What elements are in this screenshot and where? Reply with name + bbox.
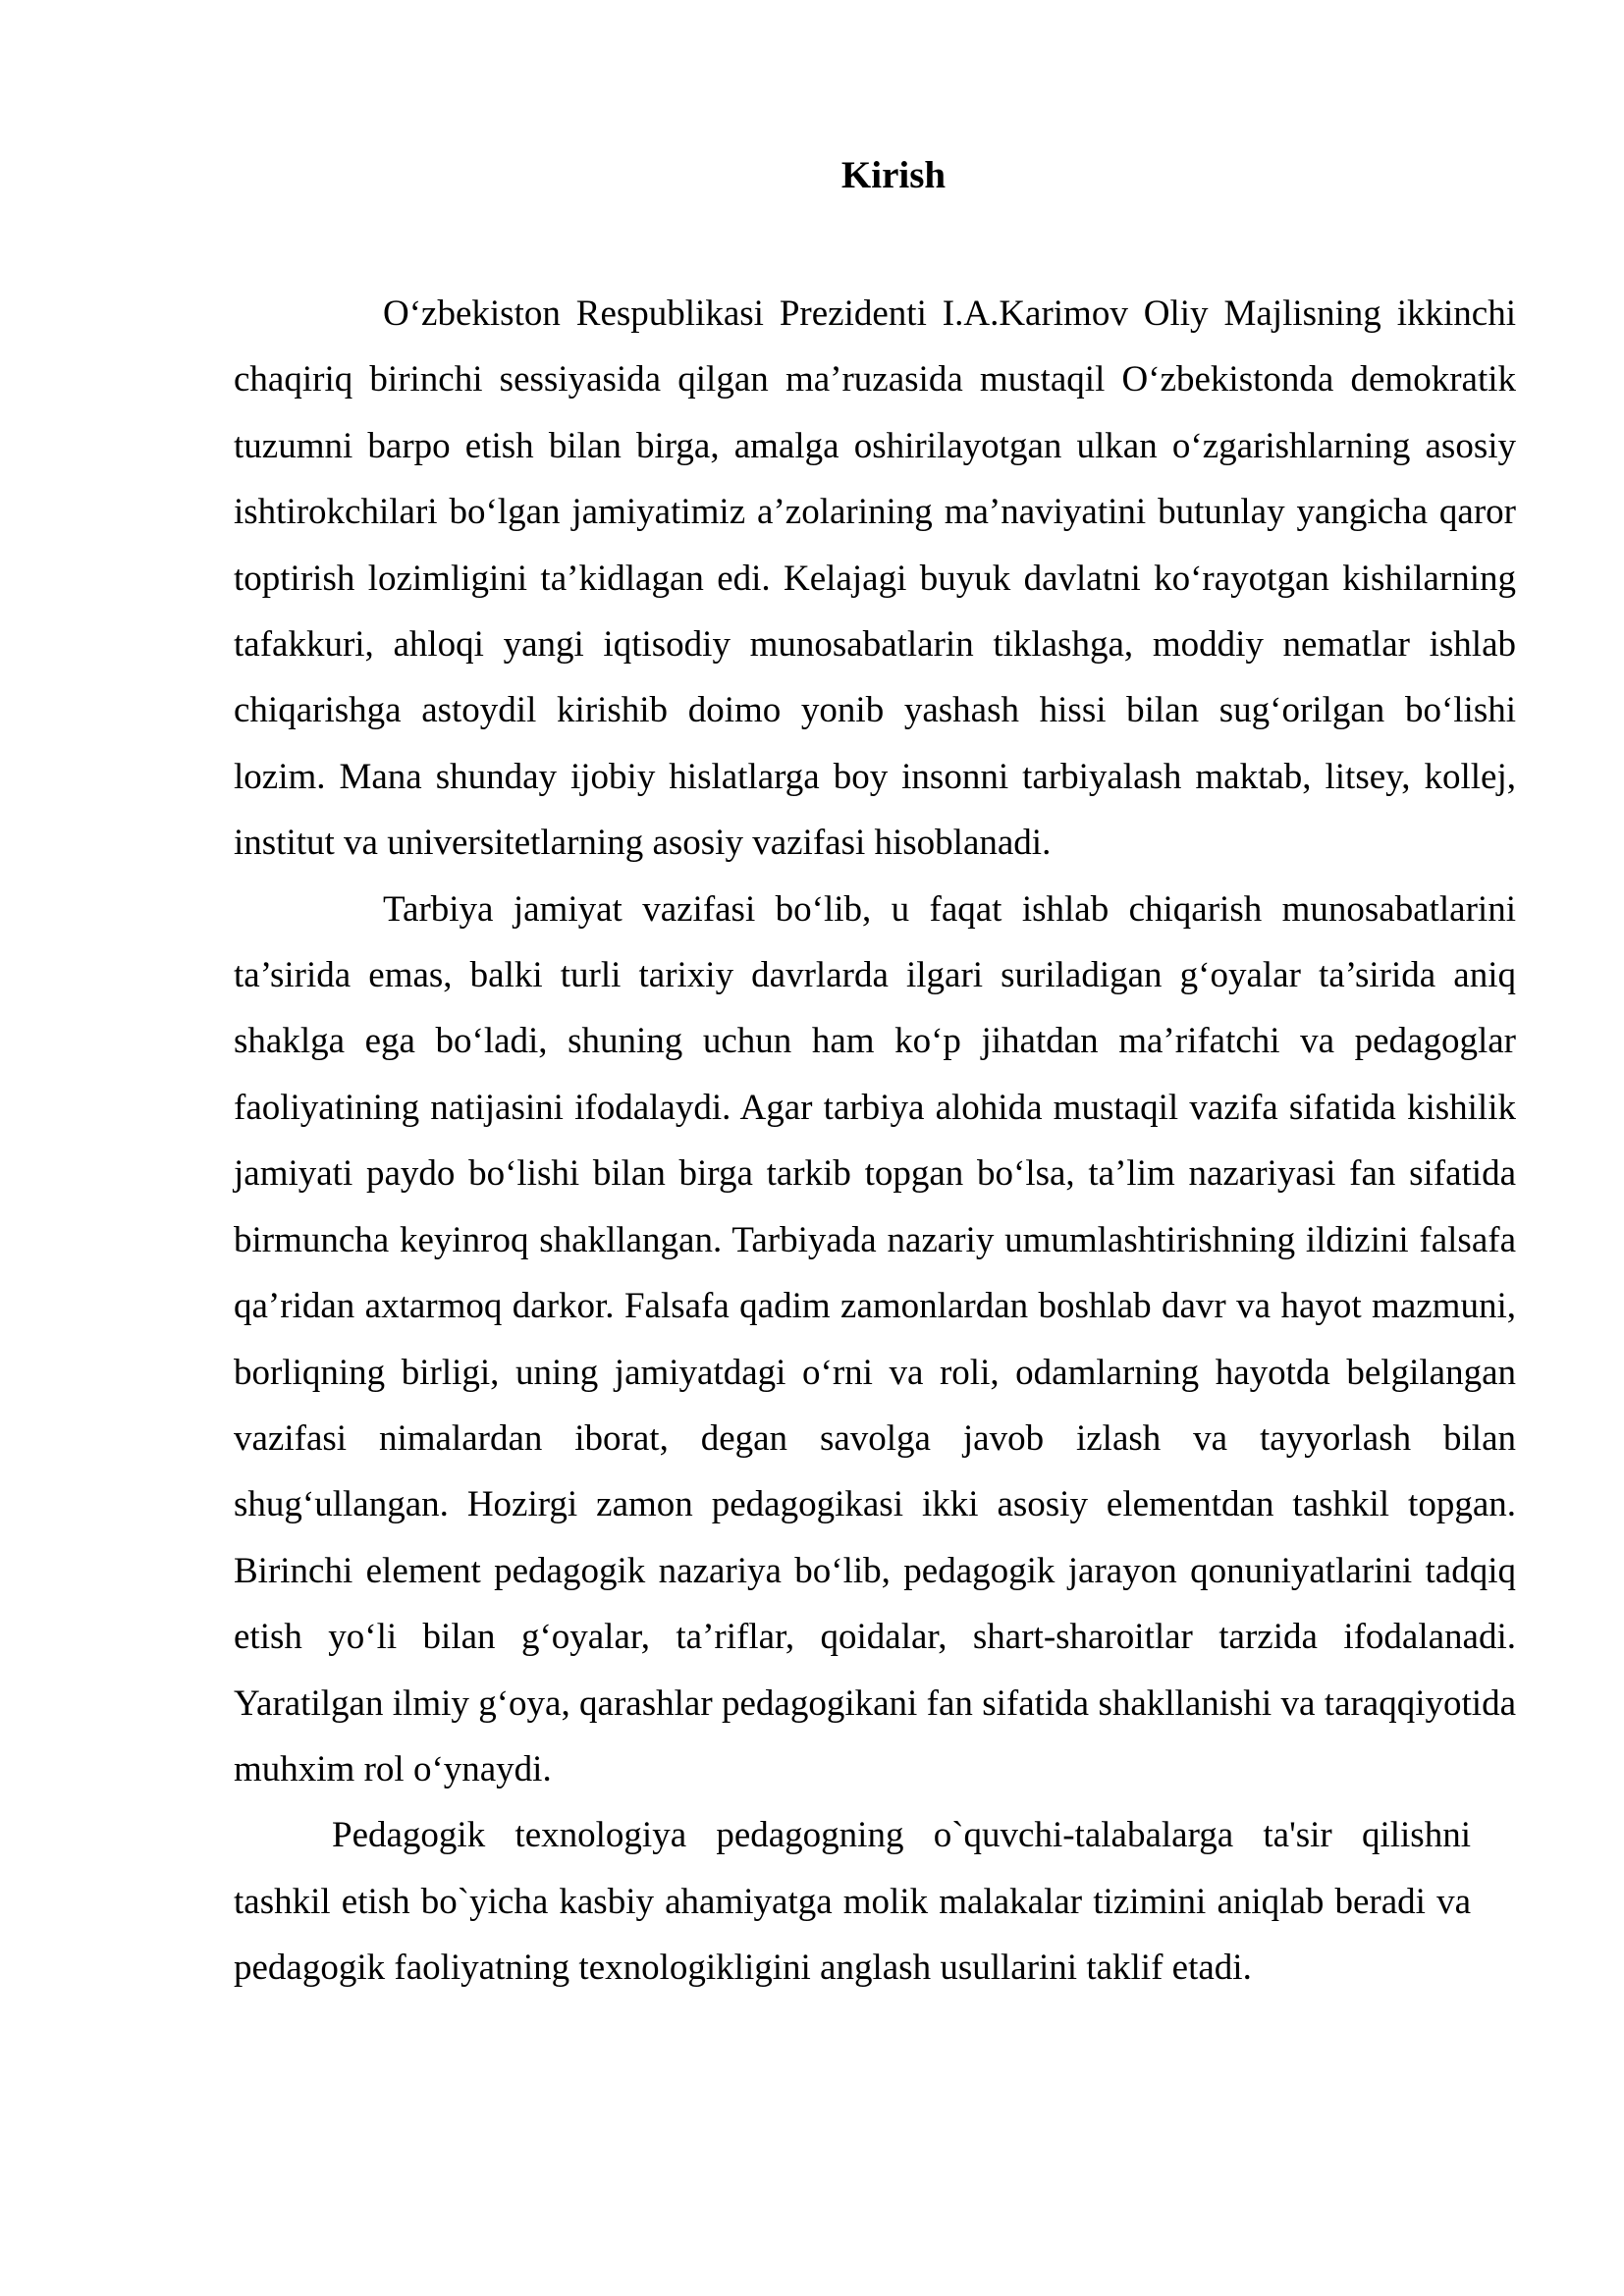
document-body [234, 281, 1516, 2002]
paragraph-2: Tarbiya jamiyat vazifasi bo‘lib, u faqat ishlab chiqarish munosabatlarini ta’sirida emas, balki turli tarixiy davrlarda ilgari suriladigan g‘oyalar ta’sirida aniq shaklga ega bo‘ladi, shuning uchun ham ko‘p jihatdan ma’rifatchi va pedagoglar faoliyatining natijasini ifodalaydi. Agar tarbiya alohida mustaqil vazifa sifatida kishilik jamiyati paydo bo‘lishi bilan birga tarkib topgan bo‘lsa, ta’lim nazariyasi fan sifatida birmuncha keyinroq shakllangan. Tarbiyada nazariy umumlashtirishning ildizini falsafa qa’ridan axtarmoq darkor. Falsafa qadim zamonlardan boshlab davr va hayot mazmuni, borliqning birligi, uning jamiyatdagi o‘rni va roli, odamlarning hayotda belgilangan vazifasi nimalardan iborat, degan savolga javob izlash va tayyorlash bilan shug‘ullangan. Hozirgi zamon pedagogikasi ikki asosiy elementdan tashkil topgan. Birinchi element pedagogik nazariya bo‘lib, pedagogik jarayon qonuniyatlarini tadqiq etish yo‘li bilan g‘oyalar, ta’riflar, qoidalar, shart-sharoitlar tarzida ifodalanadi. Yaratilgan ilmiy g‘oya, qarashlar pedagogikani fan sifatida shakllanishi va taraqqiyotida muhxim rol o‘ynaydi. [234, 888, 1516, 1789]
page-title: Kirish [840, 154, 947, 196]
paragraph-3: Pedagogik texnologiya pedagogning o`quvchi-talabalarga ta'sir qilishni tashkil etish bo`yicha kasbiy ahamiyatga molik malakalar tizimini aniqlab beradi va pedagogik faoliyatning texnologikligini anglash usullarini taklif etadi. [234, 1815, 1471, 1989]
paragraph-1: O‘zbekiston Respublikasi Prezidenti I.A.Karimov Oliy Majlisning ikkinchi chaqiriq birinchi sessiyasida qilgan ma’ruzasida mustaqil O‘zbekistonda demokratik tuzumni barpo etish bilan birga, amalga oshirilayotgan ulkan o‘zgarishlarning asosiy ishtirokchilari bo‘lgan jamiyatimiz a’zolarining ma’naviyatini butunlay yangicha qaror toptirish lozimligini ta’kidlagan edi. Kelajagi buyuk davlatni ko‘rayotgan kishilarning tafakkuri, ahloqi yangi iqtisodiy munosabatlarin tiklashga, moddiy nematlar ishlab chiqarishga astoydil kirishib doimo yonib yashash hissi bilan sug‘orilgan bo‘lishi lozim. Mana shunday ijobiy hislatlarga boy insonni tarbiyalash maktab, litsey, kollej, institut va universitetlarning asosiy vazifasi hisoblanadi. [234, 294, 1516, 864]
